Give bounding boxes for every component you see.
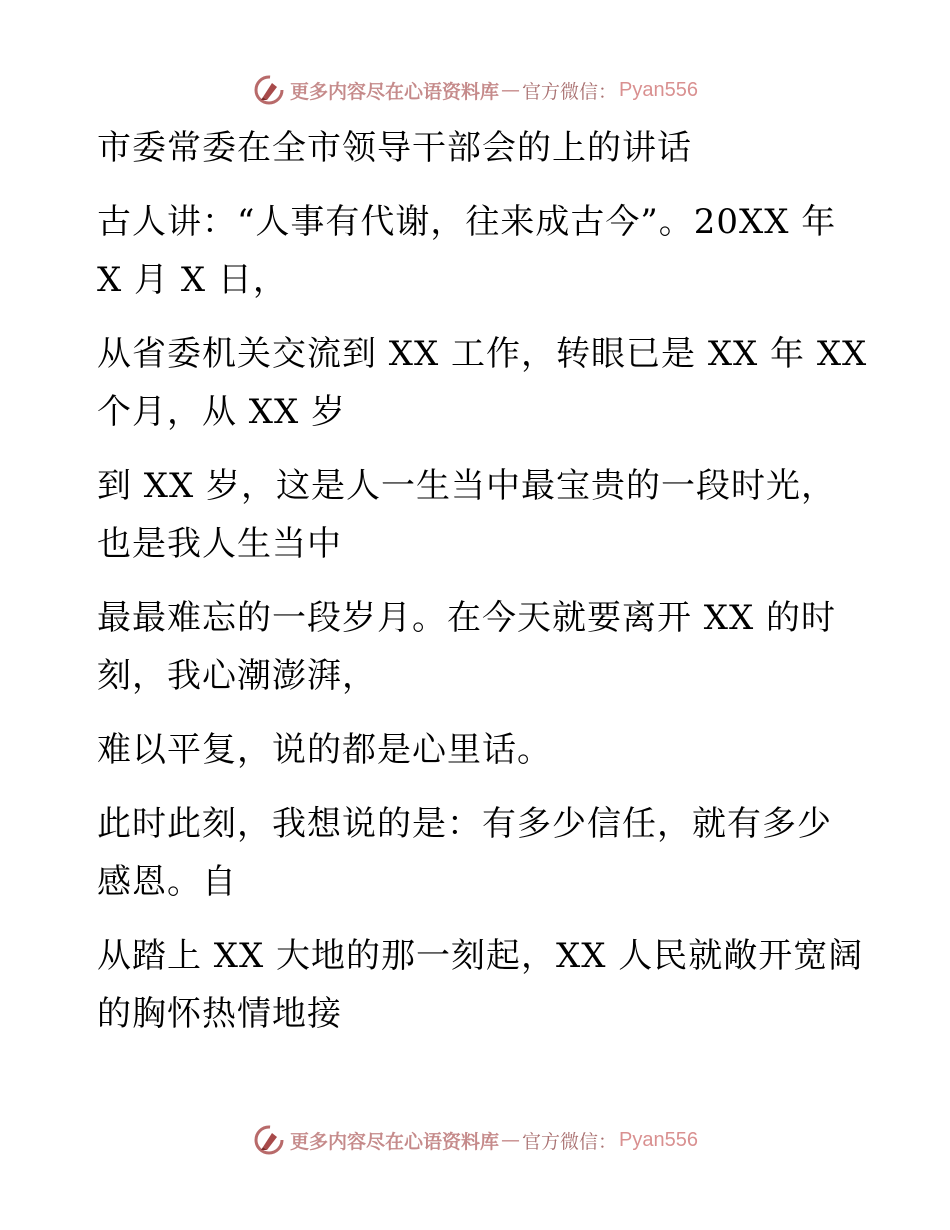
banner-wechat-id: Pyan556	[619, 78, 698, 101]
text-line: 难以平复，说的都是心里话。	[97, 730, 552, 770]
banner-wechat-label: 官方微信：	[522, 80, 618, 103]
header-banner	[0, 70, 950, 110]
document-title: 市委常委在全市领导干部会的上的讲话	[97, 128, 692, 168]
banner-separator: —	[501, 79, 521, 101]
footer-banner	[0, 1120, 950, 1160]
text-line: 感恩。自	[97, 862, 237, 902]
text-line: 也是我人生当中	[97, 524, 342, 564]
text-line: 从省委机关交流到 XX 工作，转眼已是 XX 年 XX	[97, 334, 868, 374]
text-line: 最最难忘的一段岁月。在今天就要离开 XX 的时	[97, 598, 837, 638]
banner-text: 更多内容尽在心语资料库	[290, 80, 500, 103]
text-line: 到 XX 岁，这是人一生当中最宝贵的一段时光，	[97, 466, 837, 506]
pen-nib-logo-icon	[252, 1123, 286, 1157]
pen-nib-logo-icon	[252, 73, 286, 107]
banner-wechat-id: Pyan556	[619, 1128, 698, 1151]
text-line: 古人讲：“人事有代谢，往来成古今”。20XX 年	[97, 202, 837, 242]
text-line: 个月，从 XX 岁	[97, 392, 347, 432]
banner-text: 更多内容尽在心语资料库	[290, 1130, 500, 1153]
text-line: X 月 X 日，	[97, 260, 288, 300]
banner-wechat-label: 官方微信：	[522, 1130, 618, 1153]
text-line: 从踏上 XX 大地的那一刻起，XX 人民就敞开宽阔	[97, 936, 864, 976]
text-line: 刻，我心潮澎湃，	[97, 656, 377, 696]
text-line: 的胸怀热情地接	[97, 994, 342, 1034]
text-line: 此时此刻，我想说的是：有多少信任，就有多少	[97, 804, 832, 844]
banner-separator: —	[501, 1129, 521, 1151]
